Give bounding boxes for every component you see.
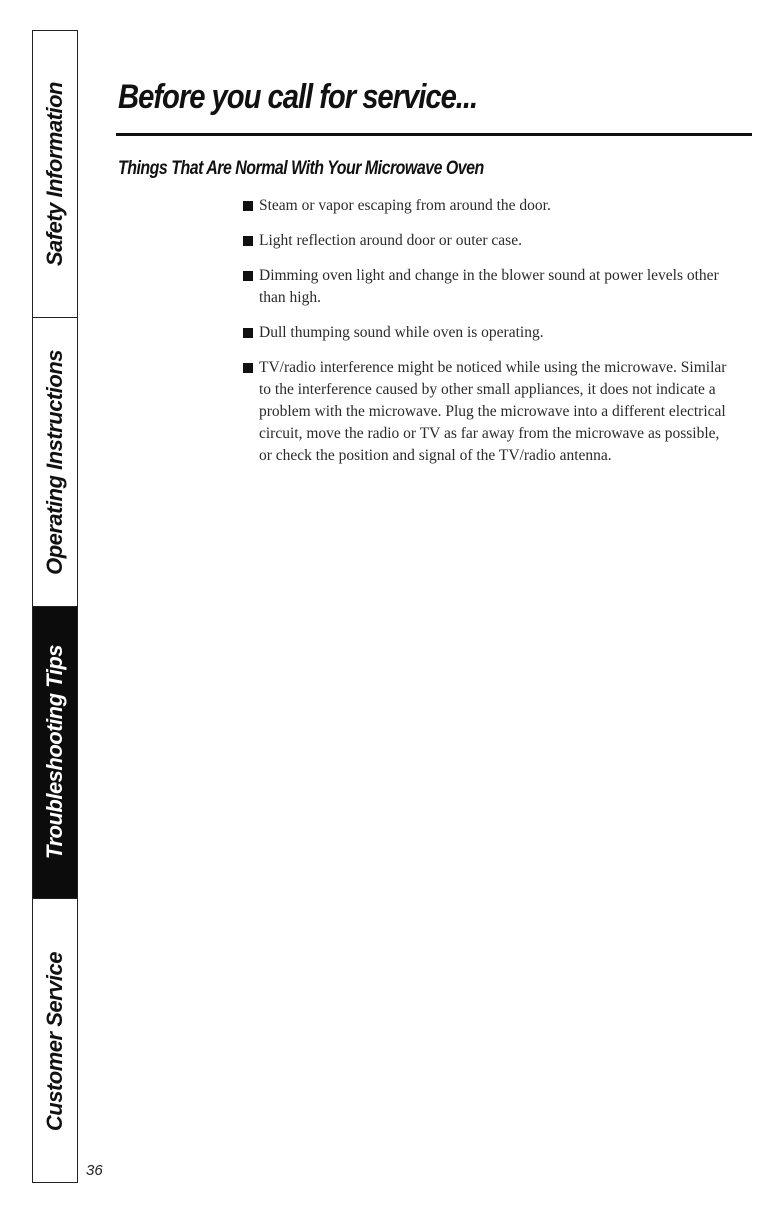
list-item bbox=[243, 322, 733, 344]
list-item bbox=[243, 195, 733, 217]
tab-label-safety-information: Safety Information bbox=[42, 81, 67, 267]
tab-troubleshooting-tips[interactable] bbox=[33, 607, 77, 899]
tab-label-operating-instructions: Operating Instructions bbox=[42, 349, 67, 575]
title-divider bbox=[116, 133, 752, 136]
tab-label-customer-service: Customer Service bbox=[42, 951, 67, 1132]
tab-customer-service[interactable] bbox=[33, 899, 77, 1184]
tab-operating-instructions[interactable] bbox=[33, 318, 77, 607]
list-item-text: Light reflection around door or outer case. bbox=[259, 232, 522, 249]
section-title: Things That Are Normal With Your Microwave Oven bbox=[118, 158, 484, 179]
list-item bbox=[243, 265, 733, 309]
list-item-text: Steam or vapor escaping from around the door. bbox=[259, 197, 551, 214]
tab-safety-information[interactable] bbox=[33, 31, 77, 318]
square-bullet-icon bbox=[243, 201, 253, 211]
square-bullet-icon bbox=[243, 363, 253, 373]
normal-behaviors-list bbox=[243, 195, 733, 480]
page-title: Before you call for service... bbox=[118, 78, 478, 116]
list-item-text: Dull thumping sound while oven is operating. bbox=[259, 324, 544, 341]
square-bullet-icon bbox=[243, 271, 253, 281]
list-item bbox=[243, 357, 733, 467]
side-tab-navigation bbox=[32, 30, 78, 1183]
list-item-text: TV/radio interference might be noticed while using the microwave. Similar to the interference caused by other small appliances, it does not indicate a problem with the microwave. Plug the microwave into a different electrical circuit, move the radio or TV as far away from the microwave as possible, or check the position and signal of the TV/radio antenna. bbox=[259, 359, 727, 464]
list-item bbox=[243, 230, 733, 252]
tab-label-troubleshooting-tips: Troubleshooting Tips bbox=[42, 645, 67, 860]
list-item-text: Dimming oven light and change in the blower sound at power levels other than high. bbox=[259, 267, 719, 306]
square-bullet-icon bbox=[243, 236, 253, 246]
square-bullet-icon bbox=[243, 328, 253, 338]
page-number: 36 bbox=[86, 1162, 103, 1179]
